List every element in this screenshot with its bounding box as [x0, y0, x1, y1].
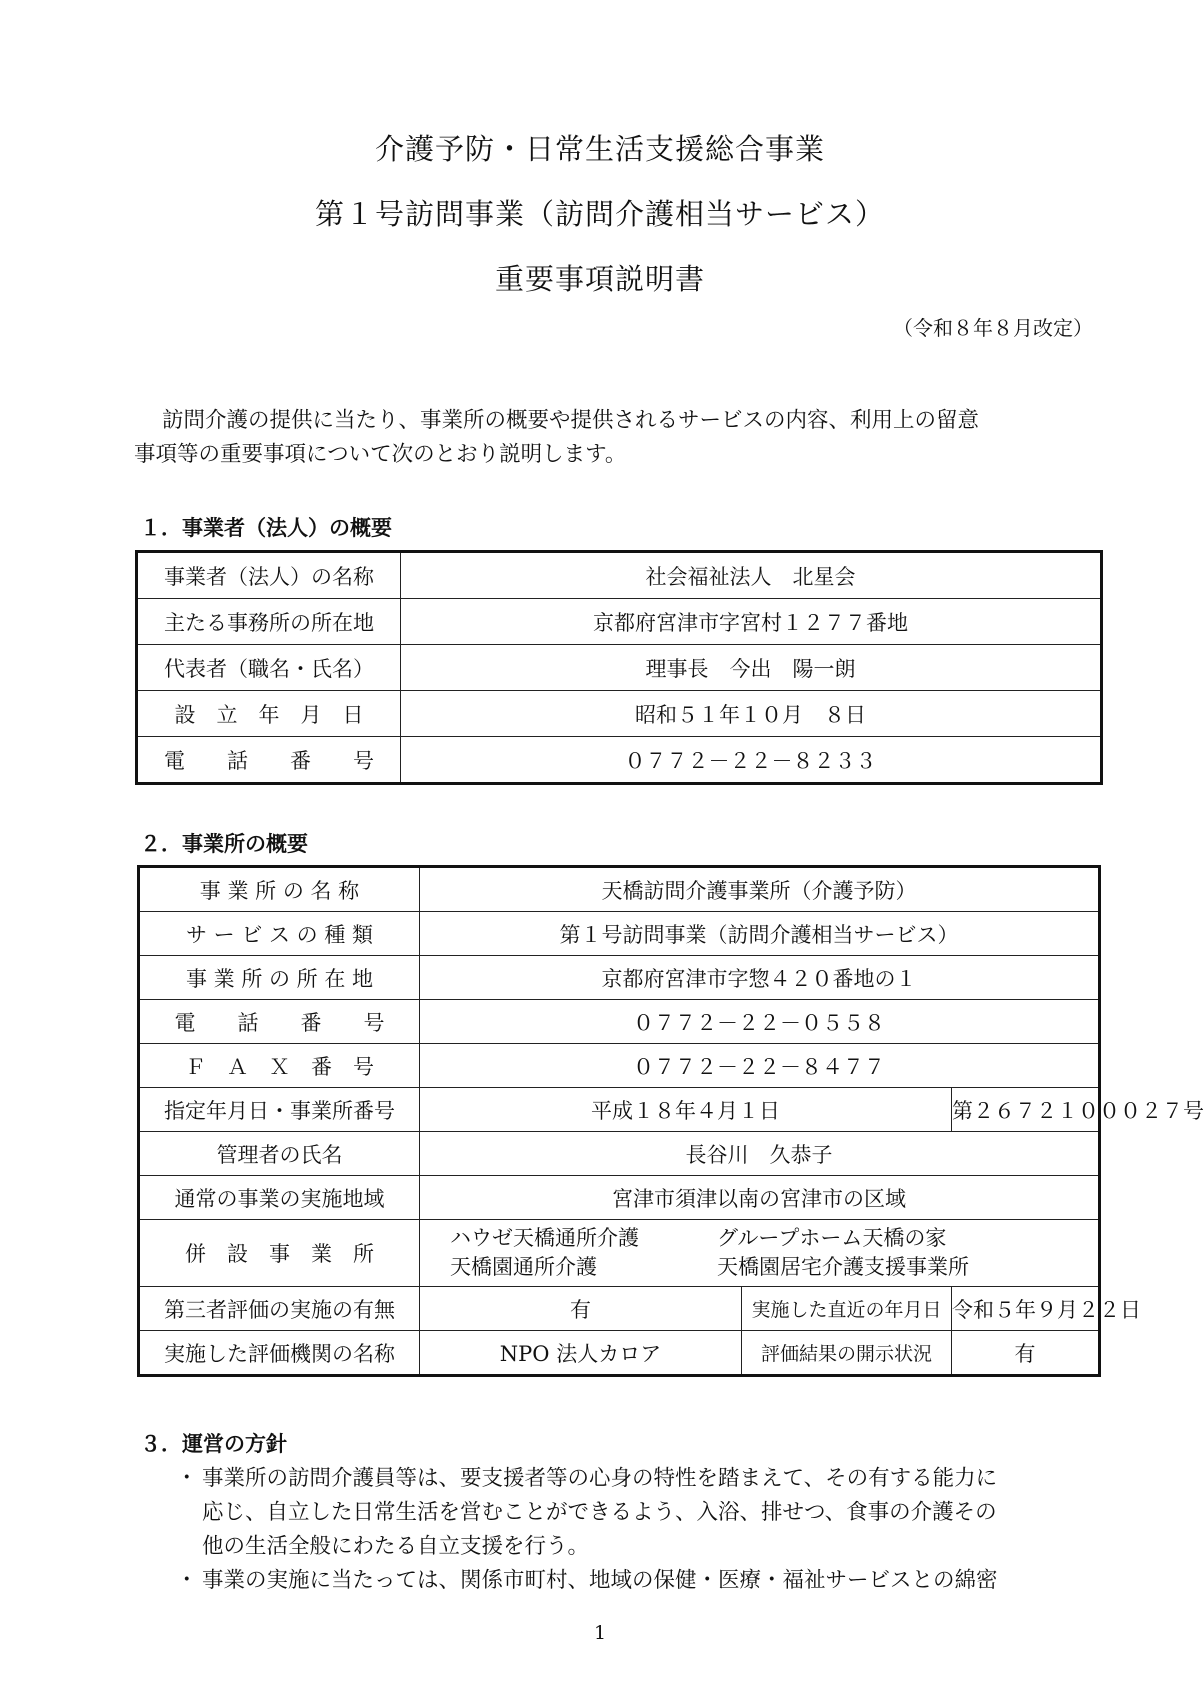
- evaluation-value: 有: [420, 1287, 742, 1331]
- service-area-label: 通常の事業の実施地域: [139, 1176, 420, 1220]
- table-row: [139, 1044, 1100, 1088]
- policy-line: 他の生活全般にわたる自立支援を行う。: [202, 1534, 590, 1559]
- document-heading: 重要事項説明書: [494, 262, 705, 296]
- designation-number: 第２６７２１０００２７号: [952, 1088, 1100, 1132]
- table-row: [139, 1331, 1100, 1376]
- table-row: [137, 645, 1102, 691]
- row-label: 設 立 年 月 日: [137, 691, 401, 737]
- office-name-value: 天橋訪問介護事業所（介護予防）: [420, 867, 1100, 912]
- table-row: [137, 691, 1102, 737]
- annex-office: グループホーム天橋の家: [717, 1226, 947, 1250]
- table-row: [139, 1088, 1100, 1132]
- evaluation-label: 第三者評価の実施の有無: [139, 1287, 420, 1331]
- table-row: [139, 956, 1100, 1000]
- page-number: 1: [593, 1622, 607, 1644]
- office-tel-value: ０７７２－２２－０５５８: [420, 1000, 1100, 1044]
- evaluator-value: NPO 法人カロア: [420, 1331, 742, 1376]
- table-row: [137, 552, 1102, 599]
- row-value: ０７７２－２２－８２３３: [401, 737, 1102, 784]
- disclosure-value: 有: [952, 1331, 1100, 1376]
- annex-label: 併 設 事 業 所: [139, 1220, 420, 1287]
- annex-offices: [420, 1220, 1100, 1287]
- service-type-value: 第１号訪問事業（訪問介護相当サービス）: [420, 912, 1100, 956]
- intro-paragraph-line-1: 訪問介護の提供に当たり、事業所の概要や提供されるサービスの内容、利用上の留意: [162, 408, 980, 433]
- bullet-mark: ・: [176, 1568, 198, 1593]
- table-row: [137, 599, 1102, 645]
- office-fax-label: Ｆ Ａ Ｘ 番 号: [139, 1044, 420, 1088]
- row-value: 社会福祉法人 北星会: [401, 552, 1102, 599]
- manager-value: 長谷川 久恭子: [420, 1132, 1100, 1176]
- annex-office: 天橋園居宅介護支援事業所: [717, 1255, 969, 1279]
- office-fax-value: ０７７２－２２－８４７７: [420, 1044, 1100, 1088]
- row-label: 代表者（職名・氏名）: [137, 645, 401, 691]
- row-value: 京都府宮津市字宮村１２７７番地: [401, 599, 1102, 645]
- office-tel-label: 電 話 番 号: [139, 1000, 420, 1044]
- office-name-label: 事 業 所 の 名 称: [139, 867, 420, 912]
- table-row: [137, 737, 1102, 784]
- section-heading-corporation: １．事業者（法人）の概要: [140, 516, 392, 540]
- corporation-overview-table: [135, 550, 1103, 785]
- table-row: [139, 1220, 1100, 1287]
- designation-label: 指定年月日・事業所番号: [139, 1088, 420, 1132]
- office-overview-table: [137, 865, 1204, 1377]
- evaluator-label: 実施した評価機関の名称: [139, 1331, 420, 1376]
- policy-line: 事業所の訪問介護員等は、要支援者等の心身の特性を踏まえて、その有する能力に: [202, 1466, 998, 1491]
- table-row: [139, 1000, 1100, 1044]
- evaluation-date-label: 実施した直近の年月日: [742, 1287, 952, 1331]
- policy-list: [176, 1462, 1106, 1598]
- bullet-mark: ・: [176, 1466, 198, 1491]
- table-row: [139, 1176, 1100, 1220]
- policy-line: 応じ、自立した日常生活を営むことができるよう、入浴、排せつ、食事の介護その: [202, 1500, 997, 1525]
- revision-date: （令和８年８月改定）: [893, 316, 1093, 340]
- annex-office: 天橋園通所介護: [450, 1255, 597, 1279]
- section-heading-office: ２．事業所の概要: [140, 832, 308, 856]
- document-subtitle: 第１号訪問事業（訪問介護相当サービス）: [314, 197, 885, 231]
- table-row: [139, 912, 1100, 956]
- row-value: 昭和５１年１０月 ８日: [401, 691, 1102, 737]
- table-row: [139, 1287, 1100, 1331]
- service-area-value: 宮津市須津以南の宮津市の区域: [420, 1176, 1100, 1220]
- row-label: 主たる事務所の所在地: [137, 599, 401, 645]
- row-value: 理事長 今出 陽一朗: [401, 645, 1102, 691]
- document-title: 介護予防・日常生活支援総合事業: [374, 132, 825, 166]
- row-label: 事業者（法人）の名称: [137, 552, 401, 599]
- office-address-value: 京都府宮津市字惣４２０番地の１: [420, 956, 1100, 1000]
- policy-line: 事業の実施に当たっては、関係市町村、地域の保健・医療・福祉サービスとの綿密: [202, 1568, 998, 1593]
- table-row: [139, 867, 1100, 912]
- row-label: 電 話 番 号: [137, 737, 401, 784]
- section-heading-policy: ３．運営の方針: [140, 1432, 287, 1456]
- manager-label: 管理者の氏名: [139, 1132, 420, 1176]
- disclosure-label: 評価結果の開示状況: [742, 1331, 952, 1376]
- evaluation-date-value: 令和５年９月２２日: [952, 1287, 1100, 1331]
- designation-date: 平成１８年４月１日: [420, 1088, 952, 1132]
- list-item: [176, 1462, 1106, 1564]
- intro-paragraph-line-2: 事項等の重要事項について次のとおり説明します。: [134, 442, 627, 467]
- list-item: [176, 1564, 1106, 1598]
- table-row: [139, 1132, 1100, 1176]
- annex-office: ハウゼ天橋通所介護: [450, 1226, 639, 1250]
- office-address-label: 事 業 所 の 所 在 地: [139, 956, 420, 1000]
- service-type-label: サ ー ビ ス の 種 類: [139, 912, 420, 956]
